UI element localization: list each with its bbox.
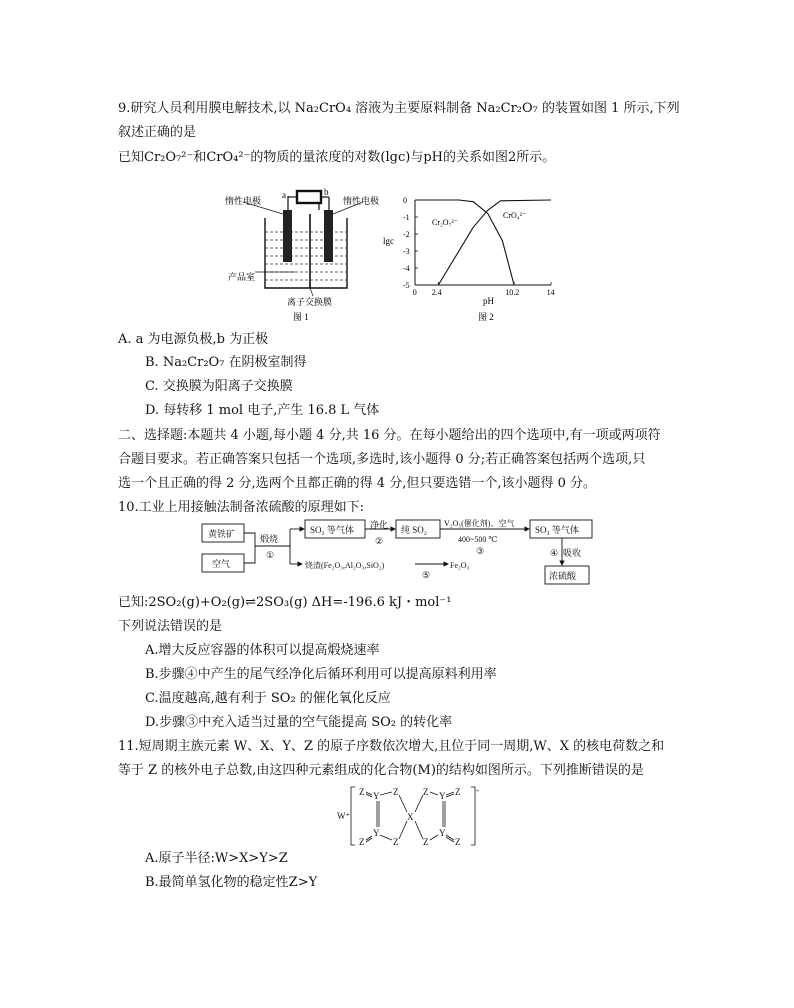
label-right-electrode: 惰性电极 [343, 196, 380, 206]
text-step1: ① [266, 550, 275, 560]
chart-y-tick-label: -4 [403, 264, 410, 273]
q9-stem-line1: 9.研究人员利用膜电解技术,以 Na₂CrO₄ 溶液为主要原料制备 Na₂Cr₂O₇ 的装置如图 1 所示,下列 [118, 101, 680, 116]
text-step4: ④ [550, 548, 559, 558]
text-step2: ② [375, 536, 384, 546]
chart-y-tick-label: -1 [403, 213, 410, 222]
q11-option-b[interactable]: B.最简单氢化物的稳定性Z>Y [145, 875, 318, 890]
struct-y4: Y [439, 828, 446, 838]
q10-prompt: 下列说法错误的是 [118, 619, 223, 634]
section2-line2: 合题目要求。若正确答案只包括一个选项,多选时,该小题得 0 分;若正确答案包括两个选项,只 [118, 452, 646, 467]
struct-z3: Z [393, 787, 399, 797]
text-calcine: 煅烧 [260, 534, 279, 544]
fig1-apparatus [225, 188, 385, 328]
fig1-caption: 图 1 [293, 312, 309, 322]
chart-series-line-1 [438, 200, 551, 285]
label-left-electrode: 惰性电极 [225, 196, 262, 206]
text-slag: 烧渣(Fe₂O₃,Al₂O₃,SiO₂) [305, 561, 385, 570]
fig2-chart [375, 192, 575, 328]
text-so3: SO₃ 等气体 [535, 525, 579, 535]
left-electrode [283, 210, 292, 262]
struct-cation: W⁺ [337, 811, 351, 821]
text-fe2o3: Fe₂O₃ [450, 561, 470, 570]
right-electrode [324, 210, 333, 262]
fig2-caption: 图 2 [478, 312, 494, 322]
struct-z7: Z [455, 787, 461, 797]
q10-stem: 10.工业上用接触法制备浓硫酸的原理如下: [118, 500, 365, 515]
q10-known: 已知:2SO₂(g)+O₂(g)⇌2SO₃(g) ΔH=-196.6 kJ・mol⁻¹ [118, 595, 452, 610]
text-purify: 净化 [370, 520, 389, 530]
struct-z6: Z [423, 837, 429, 847]
q9-option-b[interactable]: B. Na₂Cr₂O₇ 在阴极室制得 [145, 355, 307, 370]
struct-center: X [407, 812, 414, 822]
electrolytic-cell [265, 218, 347, 288]
q9-option-c[interactable]: C. 交换膜为阳离子交换膜 [145, 379, 293, 394]
q9-known: 已知Cr₂O₇²⁻和CrO₄²⁻的物质的量浓度的对数(lgc)与pH的关系如图2所示。 [118, 150, 556, 165]
text-absorb: 吸收 [563, 548, 582, 558]
text-pyrite: 黄铁矿 [208, 529, 236, 539]
text-pure-so2: 纯 SO₂ [401, 525, 427, 535]
label-cro4: CrO₄²⁻ [503, 211, 527, 220]
section2-line1: 二、选择题:本题共 4 小题,每小题 4 分,共 16 分。在每小题给出的四个选项中,有一项或两项符 [118, 428, 661, 443]
label-cr2o7: Cr₂O₇²⁻ [432, 218, 458, 227]
struct-z2: Z [359, 837, 365, 847]
q11-option-a[interactable]: A.原子半径:W>X>Y>Z [145, 851, 288, 866]
struct-y3: Y [439, 791, 446, 801]
struct-charge: - [476, 785, 479, 795]
q9-option-d[interactable]: D. 每转移 1 mol 电子,产生 16.8 L 气体 [145, 403, 380, 418]
text-catalyst: V₂O₅(催化剂)、空气 [444, 519, 515, 528]
q10-flowchart [200, 516, 620, 586]
q11-structure [335, 785, 495, 847]
q9-option-a[interactable]: A. a 为电源负极,b 为正极 [118, 332, 269, 347]
struct-z8: Z [455, 837, 461, 847]
chart-x-tick-label: 0 [412, 288, 417, 297]
struct-z1: Z [359, 787, 365, 797]
q11-stem-line1: 11.短周期主族元素 W、X、Y、Z 的原子序数依次增大,且位于同一周期,W、X 的核电荷数之和 [118, 739, 665, 754]
q10-option-d[interactable]: D.步骤③中充入适当过量的空气能提高 SO₂ 的转化率 [145, 715, 453, 730]
text-step5: ⑤ [422, 570, 431, 580]
text-so2: SO₂ 等气体 [310, 525, 354, 535]
q11-stem-line2: 等于 Z 的核外电子总数,由这四种元素组成的化合物(M)的结构如图所示。下列推断错误的是 [118, 763, 644, 778]
chart-y-tick-label: 0 [403, 196, 407, 205]
q10-option-a[interactable]: A.增大反应容器的体积可以提高煅烧速率 [145, 643, 380, 658]
label-a: a [282, 190, 286, 200]
label-membrane: 离子交换膜 [287, 297, 333, 307]
label-b: b [324, 188, 329, 197]
chart-y-tick-label: -5 [403, 281, 410, 290]
chart-x-tick-label: 14 [546, 288, 555, 297]
struct-y1: Y [373, 791, 380, 801]
text-temp: 400~500 ℃ [458, 535, 498, 544]
chart-x-tick-label: 10.2 [505, 288, 520, 297]
struct-y2: Y [373, 828, 380, 838]
struct-z5: Z [423, 787, 429, 797]
chart-y-tick-label: -3 [403, 247, 410, 256]
q10-option-c[interactable]: C.温度越高,越有利于 SO₂ 的催化氧化反应 [145, 691, 391, 706]
chart-xlabel: pH [483, 296, 494, 306]
power-source [297, 191, 321, 203]
text-acid: 浓硫酸 [549, 571, 577, 581]
q10-option-b[interactable]: B.步骤④中产生的尾气经净化后循环利用可以提高原料利用率 [145, 667, 497, 682]
section2-line3: 选一个且正确的得 2 分,选两个且都正确的得 4 分,但只要选错一个,该小题得 0 分。 [118, 476, 597, 491]
struct-z4: Z [393, 837, 399, 847]
text-air: 空气 [212, 559, 231, 569]
text-step3: ③ [476, 546, 485, 556]
q9-stem-line2: 叙述正确的是 [118, 125, 197, 140]
chart-y-tick-label: -2 [403, 230, 410, 239]
chart-ylabel: lgc [383, 236, 394, 246]
chart-x-tick-label: 2.4 [431, 288, 442, 297]
label-product-room: 产品室 [228, 272, 256, 282]
